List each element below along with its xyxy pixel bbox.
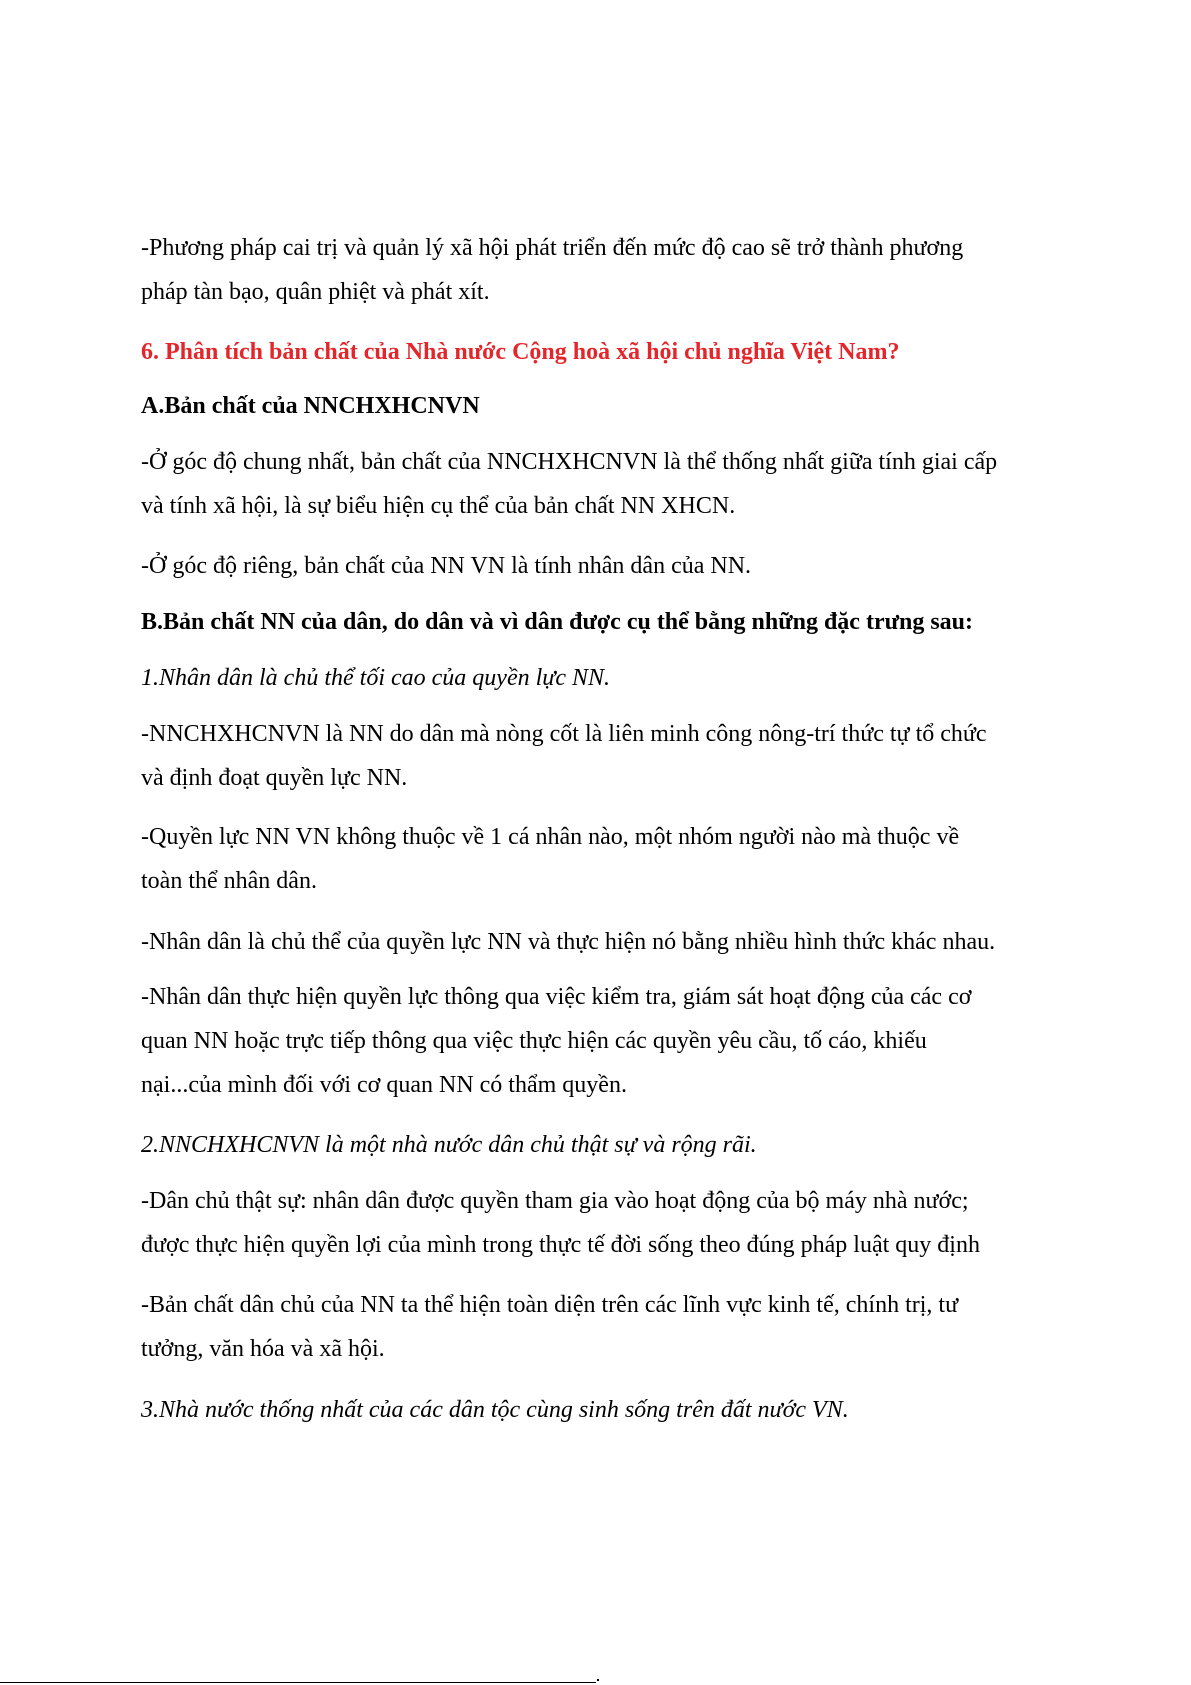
subheading-text: 3.Nhà nước thống nhất của các dân tộc cùng sinh sống trên đất nước VN. [141, 1397, 849, 1423]
text-line: toàn thể nhân dân. [141, 868, 317, 894]
paragraph-continuation [141, 226, 1061, 314]
paragraph [141, 920, 1061, 964]
subheading-text: 2.NNCHXHCNVN là một nhà nước dân chủ thật sự và rộng rãi. [141, 1132, 757, 1158]
text-line: -Dân chủ thật sự: nhân dân được quyền tham gia vào hoạt động của bộ máy nhà nước; [141, 1188, 969, 1214]
footer-divider [0, 1682, 596, 1683]
text-line: -Nhân dân thực hiện quyền lực thông qua việc kiểm tra, giám sát hoạt động của các cơ [141, 984, 972, 1010]
text-line: nại...của mình đối với cơ quan NN có thẩm quyền. [141, 1072, 627, 1098]
heading-text: B.Bản chất NN của dân, do dân và vì dân được cụ thể bằng những đặc trưng sau: [141, 609, 974, 635]
text-line: quan NN hoặc trực tiếp thông qua việc thực hiện các quyền yêu cầu, tố cáo, khiếu [141, 1028, 927, 1054]
paragraph [141, 544, 1061, 588]
paragraph [141, 712, 1061, 800]
subheading-2 [141, 1123, 1061, 1167]
text-line: được thực hiện quyền lợi của mình trong thực tế đời sống theo đúng pháp luật quy định [141, 1232, 980, 1258]
heading-text: A.Bản chất của NNCHXHCNVN [141, 393, 480, 419]
text-line: -Ở góc độ chung nhất, bản chất của NNCHXHCNVN là thể thống nhất giữa tính giai cấp [141, 449, 998, 475]
paragraph [141, 815, 1061, 903]
paragraph [141, 440, 1061, 528]
paragraph [141, 1179, 1061, 1267]
text-line: -Ở góc độ riêng, bản chất của NN VN là tính nhân dân của NN. [141, 553, 752, 579]
text-line: -Nhân dân là chủ thể của quyền lực NN và thực hiện nó bằng nhiều hình thức khác nhau. [141, 929, 996, 955]
paragraph [141, 1283, 1061, 1371]
question-heading [141, 330, 1061, 374]
text-line: -Quyền lực NN VN không thuộc về 1 cá nhân nào, một nhóm người nào mà thuộc về [141, 824, 960, 850]
text-line: pháp tàn bạo, quân phiệt và phát xít. [141, 279, 490, 305]
text-line: -Phương pháp cai trị và quản lý xã hội phát triển đến mức độ cao sẽ trở thành phương [141, 235, 964, 261]
text-line: và tính xã hội, là sự biểu hiện cụ thể của bản chất NN XHCN. [141, 493, 736, 519]
subheading-3 [141, 1388, 1061, 1432]
paragraph [141, 975, 1061, 1107]
section-heading-a [141, 384, 1061, 428]
text-line: tưởng, văn hóa và xã hội. [141, 1336, 385, 1362]
text-line: -Bản chất dân chủ của NN ta thể hiện toàn diện trên các lĩnh vực kinh tế, chính trị, tư [141, 1292, 959, 1318]
section-heading-b [141, 600, 1061, 644]
subheading-1 [141, 656, 1061, 700]
footer-mark [597, 1679, 599, 1681]
heading-text: 6. Phân tích bản chất của Nhà nước Cộng hoà xã hội chủ nghĩa Việt Nam? [141, 339, 900, 365]
text-line: và định đoạt quyền lực NN. [141, 765, 408, 791]
subheading-text: 1.Nhân dân là chủ thể tối cao của quyền lực NN. [141, 665, 611, 691]
text-line: -NNCHXHCNVN là NN do dân mà nòng cốt là liên minh công nông-trí thức tự tổ chức [141, 721, 987, 747]
